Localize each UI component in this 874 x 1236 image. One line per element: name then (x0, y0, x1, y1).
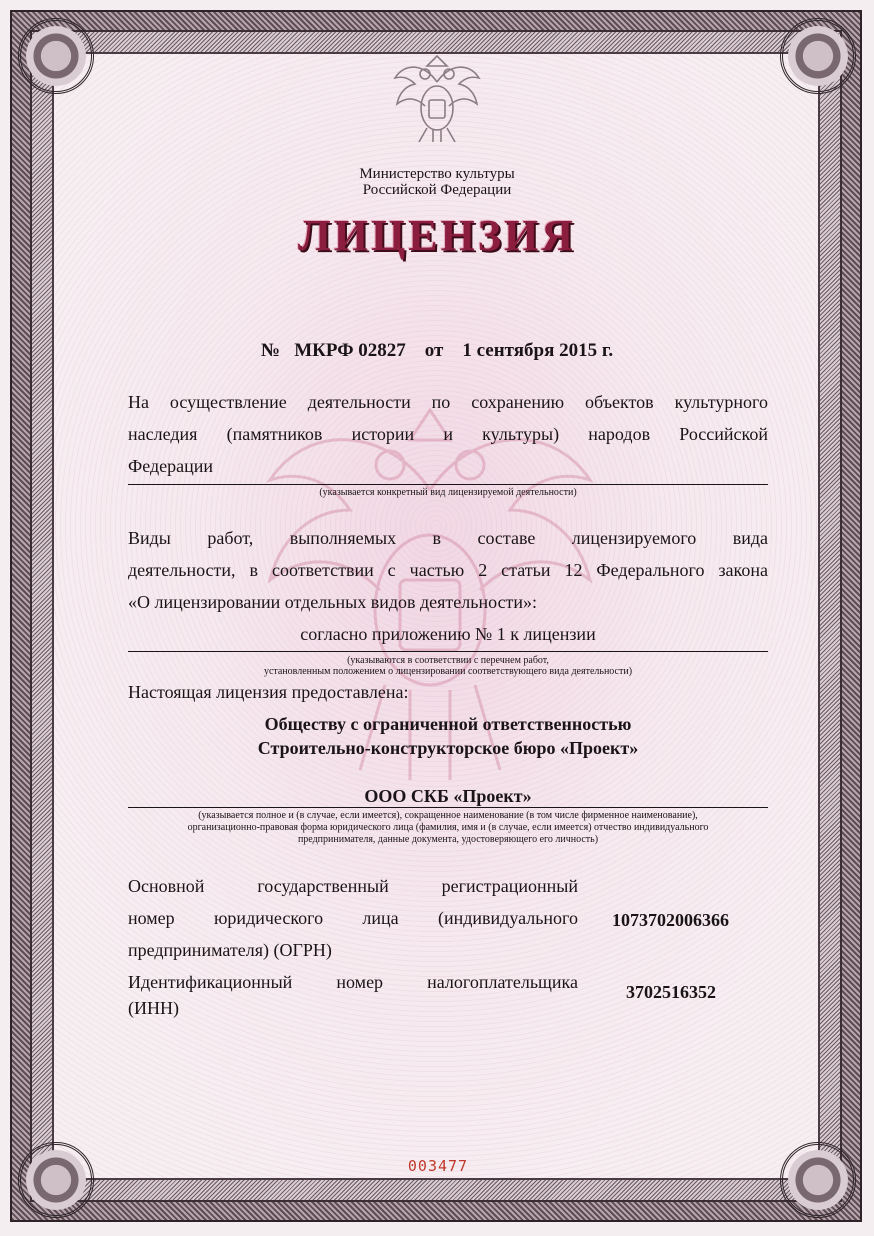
inn-label-line2: (ИНН) (128, 998, 179, 1018)
ogrn-value: 1073702006366 (612, 910, 729, 930)
issue-date: 1 сентября 2015 г. (462, 340, 614, 361)
ministry-name-line2: Российской Федерации (362, 182, 512, 198)
inn-label-line1: Идентификационный номер налогоплательщика (128, 972, 578, 992)
grantee-note-line3: предпринимателя, данные документа, удостоверяющего его личность) (297, 834, 599, 845)
works-underline (128, 651, 768, 652)
grantee-note-line1: (указывается полное и (в случае, если имеется), сокращенное наименование (в том числе фирменное наименование), (198, 810, 698, 821)
state-emblem-icon (387, 52, 487, 144)
number-sign: № (260, 340, 280, 361)
activity-underline (128, 484, 768, 485)
activity-line2: наследия (памятников истории и культуры) народов Российской (128, 424, 768, 444)
works-note-line1: (указываются в соответствии с перечнем работ, (347, 655, 549, 666)
ministry-name-line1: Министерство культуры (359, 166, 515, 182)
inn-value: 3702516352 (626, 982, 716, 1002)
bottom-right-corner-ornament (780, 1142, 856, 1218)
grantee-underline (128, 807, 768, 808)
activity-line1: На осуществление деятельности по сохранению объектов культурного (128, 392, 768, 412)
license-number: МКРФ 02827 (294, 340, 406, 361)
grantee-full-name-line2: Строительно-конструкторское бюро «Проект» (257, 738, 639, 758)
ogrn-label-line3: предпринимателя) (ОГРН) (128, 940, 332, 960)
ogrn-label-line2: номер юридического лица (индивидуального (128, 908, 578, 928)
license-number-line (130, 340, 744, 362)
document-title: ЛИЦЕНЗИЯ (297, 211, 577, 260)
bottom-left-corner-ornament (18, 1142, 94, 1218)
works-line3: «О лицензировании отдельных видов деятельности»: (128, 592, 538, 612)
form-serial-number: 003477 (407, 1157, 469, 1175)
grantee-short-name: ООО СКБ «Проект» (364, 786, 532, 806)
works-note-line2: установленным положением о лицензировании соответствующего вида деятельности) (263, 666, 633, 677)
activity-line3: Федерации (128, 456, 214, 476)
works-line1: Виды работ, выполняемых в составе лицензируемого вида (128, 528, 768, 548)
date-prefix: от (424, 340, 444, 361)
works-value: согласно приложению № 1 к лицензии (300, 624, 596, 644)
grantee-full-name-line1: Обществу с ограниченной ответственностью (264, 714, 632, 734)
activity-note: (указывается конкретный вид лицензируемой деятельности) (319, 487, 577, 498)
top-left-corner-ornament (18, 18, 94, 94)
grantee-note-line2: организационно-правовая форма юридического лица (фамилия, имя и (в случае, если имеется) отчество индивидуального (187, 822, 709, 833)
ogrn-label-line1: Основной государственный регистрационный (128, 876, 578, 896)
grantee-intro: Настоящая лицензия предоставлена: (128, 682, 409, 702)
top-right-corner-ornament (780, 18, 856, 94)
works-line2: деятельности, в соответствии с частью 2 статьи 12 Федерального закона (128, 560, 768, 580)
